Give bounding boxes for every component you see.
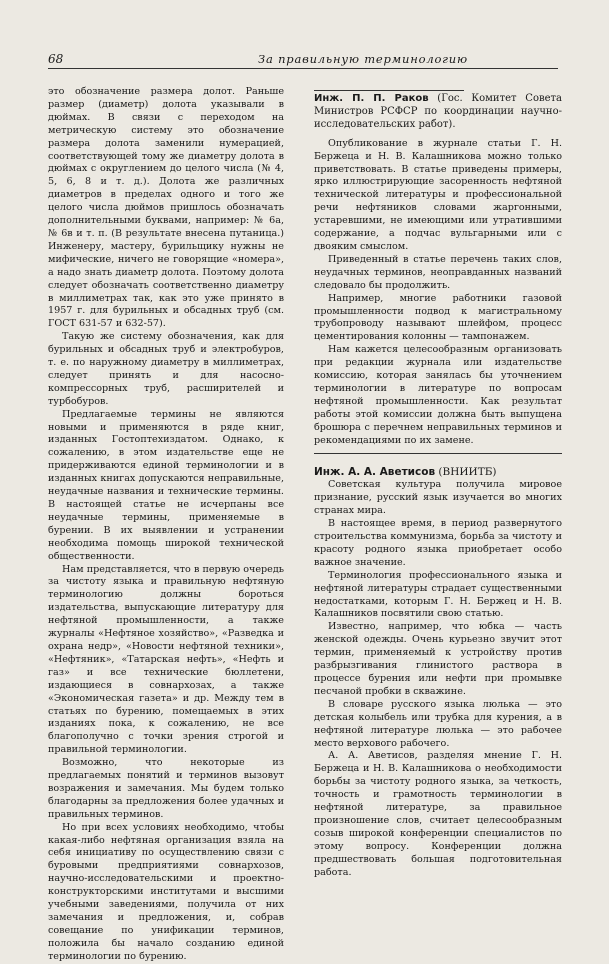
paragraph: Предлагаемые термины не являются новыми и применяются в ряде книг, изданных Гостоптехиздатом. Однако, к сожалению, в этом издательстве еще не придерживаются единой терминологии и в изданных книгах допускаются неправильные, неудачные названия и технические термины. В настоящей статье не исчерпаны все неудачные термины, применяемые в бурении. В их выявлении и устранении необходима помощь широкой технической общественности. bbox=[48, 408, 284, 562]
author-name: Инж. А. А. Аветисов bbox=[314, 466, 436, 479]
running-title: За правильную терминологию bbox=[258, 52, 468, 66]
paragraph: Советская культура получила мировое признание, русский язык изучается во многих странах мира. bbox=[314, 479, 562, 517]
author-name: Инж. П. П. Раков bbox=[314, 93, 429, 104]
paragraph: Терминология профессионального языка и нефтяной литературы страдает существенными недостатками, которым Г. Н. Бержец и Н. В. Калашников посвятили свою статью. bbox=[314, 569, 562, 620]
paragraph: Но при всех условиях необходимо, чтобы какая-либо нефтяная организация взяла на себя инициативу по осуществлению связи с буровыми предприятиями совнархозов, научно-исследовательскими и проектно-конструкторскими институтами и высшими учебными заведениями, получила от них замечания и предложения, и, собрав совещание по унификации терминов, положила бы начало созданию единой терминологии по бурению. bbox=[48, 821, 284, 962]
paragraph: Возможно, что некоторые из предлагаемых понятий и терминов вызовут возражения и замечания. Мы будем только благодарны за предложения более удачных и правильных терминов. bbox=[48, 757, 284, 820]
paragraph: В словаре русского языка люлька — это детская колыбель или трубка для курения, а в нефтяной литературе люлька — это рабочее место верхового рабочего. bbox=[314, 698, 562, 749]
right-column bbox=[314, 90, 562, 879]
paragraph: Нам представляется, что в первую очередь за чистоту языка и правильную нефтяную терминологию должны бороться издательства, выпускающие литературу для нефтяной промышленности, а также журналы «Нефтяное хозяйство», «Разведка и охрана недр», «Новости нефтяной техники», «Нефтяник», «Татарская нефть», «Нефть и газ» и все технические бюллетени, издающиеся в совнархозах, а также «Экономическая газета» и др. Между тем в статьях по бурению, помещаемых в этих изданиях пока, к сожалению, не все благополучно с точки зрения строгой и правильной терминологии. bbox=[48, 563, 284, 756]
author-affiliation: (Гос. Комитет Совета Министров РСФСР по координации научно-исследовательских работ). bbox=[314, 93, 563, 130]
section-divider bbox=[314, 90, 464, 91]
section-divider bbox=[314, 453, 562, 454]
page-number: 68 bbox=[48, 52, 64, 66]
byline-rakov bbox=[314, 93, 562, 132]
left-column bbox=[48, 86, 284, 964]
paragraph: В настоящее время, в период развернутого строительства коммунизма, борьба за чистоту и красоту родного языка приобретает особо важное значение. bbox=[314, 518, 562, 568]
byline-avetisov bbox=[314, 466, 562, 479]
author-affiliation: (ВНИИТБ) bbox=[435, 466, 497, 479]
paragraph: А. А. Аветисов, разделяя мнение Г. Н. Бержеца и Н. В. Калашникова о необходимости борьбы за чистоту родного языка, за четкость, точность и грамотность терминологии в нефтяной литературе, за правильное произношение слов, считает целесообразным созыв широкой конференции специалистов по этому вопросу. Конференции должна предшествовать большая подготовительная работа. bbox=[314, 750, 562, 878]
paragraph: Например, многие работники газовой промышленности подвод к магистральному трубопроводу называют шлейфом, процесс цементирования колонны — тампонажем. bbox=[314, 292, 562, 343]
paragraph: Опубликование в журнале статьи Г. Н. Бержеца и Н. В. Калашникова можно только приветствовать. В статье приведены примеры, ярко иллюстрирующие засоренность нефтяной технической литературы и профессиональной речи нефтяников словами жаргонными, устаревшими, не имеющими или утратившими содержание, а подчас вульгарными или с двояким смыслом. bbox=[314, 137, 562, 252]
paragraph: Приведенный в статье перечень таких слов, неудачных терминов, неоправданных названий следовало бы продолжить. bbox=[314, 253, 562, 291]
paragraph: Известно, например, что юбка — часть женской одежды. Очень курьезно звучит этот термин, применяемый к устройству против разбрызгивания глинистого раствора в процессе бурения или нефти при промывке песчаной пробки в скважине. bbox=[314, 621, 562, 697]
paragraph: Такую же систему обозначения, как для бурильных и обсадных труб и электробуров, т. е. по наружному диаметру в миллиметрах, следует принять и для насосно-компрессорных труб, расширителей и турбобуров. bbox=[48, 331, 284, 407]
paragraph: Нам кажется целесообразным организовать при редакции журнала или издательстве комиссию, которая занялась бы уточнением терминологии в литературе по вопросам нефтяной промышленности. Как результат работы этой комиссии должна быть выпущена брошюра с перечнем неправильных терминов и рекомендациями по их замене. bbox=[314, 344, 562, 446]
paragraph: это обозначение размера долот. Раньше размер (диаметр) долота указывали в дюймах. В связи с переходом на метрическую систему это обозначение размера долота заменили нумерацией, соответствующей тому же диаметру долота в дюймах с округлением до целого числа (№ 4, 5, 6, 8 и т. д.). Долота же различных диаметров в пределах одного и того же целого числа дюймов пришлось обозначать дополнительными буквами, например: № 6а, № 6в и т. п. (В результате внесена путаница.) Инженеру, мастеру, бурильщику нужны не мифические, ничего не говорящие «номера», а надо знать диаметр долота. Поэтому долота следует обозначать соответственно диаметру в миллиметрах так, как это уже принято в 1957 г. для бурильных и обсадных труб (см. ГОСТ 631-57 и 632-57). bbox=[48, 86, 284, 330]
page-header bbox=[48, 52, 558, 69]
